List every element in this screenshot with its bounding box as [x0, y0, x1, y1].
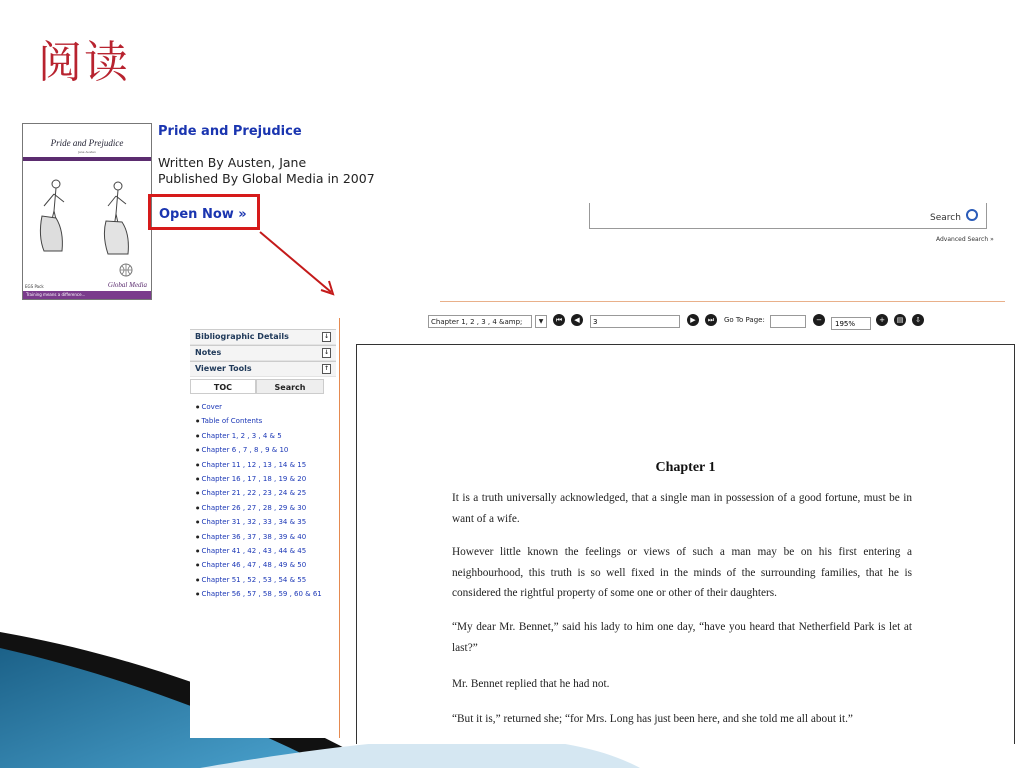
section-label: Notes: [195, 348, 222, 357]
collapse-icon[interactable]: ↑: [323, 365, 330, 372]
viewer-side-panel: [190, 318, 339, 738]
previous-page-icon[interactable]: ◀: [571, 314, 583, 326]
last-page-icon[interactable]: ⏭: [705, 314, 717, 326]
toc-list: [196, 400, 322, 601]
zoom-out-icon[interactable]: −: [813, 314, 825, 326]
slide-title: 阅读: [38, 37, 130, 88]
open-now-label: Open Now »: [159, 207, 247, 222]
search-button[interactable]: [930, 208, 978, 223]
paragraph: However little known the feelings or views of such a man may be on his first entering a neighbourhood, this truth is so well fixed in the minds of the surrounding families, that he is considered the rightful property of some one or other of their daughters.: [452, 546, 912, 599]
toc-item[interactable]: ● Table of Contents: [196, 414, 322, 428]
go-to-page-input[interactable]: [770, 315, 806, 328]
viewer-toolbar: [428, 312, 988, 332]
toc-item[interactable]: ● Chapter 36 , 37 , 38 , 39 & 40: [196, 530, 322, 544]
advanced-search-link[interactable]: Advanced Search »: [936, 236, 994, 243]
tab-toc[interactable]: TOC: [190, 379, 256, 394]
first-page-icon[interactable]: ⏮: [553, 314, 565, 326]
cover-footer-text: EGS Pack: [25, 284, 44, 289]
paragraph: It is a truth universally acknowledged, that a single man in possession of a good fortune, must be in want of a wife.: [452, 492, 912, 525]
cover-band: [23, 157, 151, 161]
toc-item[interactable]: ● Chapter 41 , 42 , 43 , 44 & 45: [196, 544, 322, 558]
globe-logo-icon: [119, 263, 133, 277]
chapter-select[interactable]: Chapter 1, 2 , 3 , 4 &amp;: [428, 315, 532, 328]
search-input[interactable]: [589, 203, 987, 229]
download-icon[interactable]: ⇩: [912, 314, 924, 326]
expand-icon[interactable]: ↓: [323, 349, 330, 356]
panel-divider: [339, 318, 340, 738]
zoom-level-input[interactable]: 195%: [831, 317, 871, 330]
toc-item[interactable]: ● Chapter 56 , 57 , 58 , 59 , 60 & 61: [196, 587, 322, 601]
viewer-tools-header[interactable]: [190, 361, 336, 377]
chapter-title: Chapter 1: [655, 460, 716, 475]
open-now-button[interactable]: [148, 194, 260, 230]
next-page-icon[interactable]: ▶: [687, 314, 699, 326]
header-divider: [440, 301, 1005, 302]
book-author: Written By Austen, Jane: [158, 155, 307, 170]
search-button-label: Search: [930, 213, 961, 223]
page-number-input[interactable]: 3: [590, 315, 680, 328]
toc-item[interactable]: ● Chapter 26 , 27 , 28 , 29 & 30: [196, 501, 322, 515]
expand-icon[interactable]: ↓: [323, 333, 330, 340]
cover-footer-strip: Training means a difference...: [23, 291, 152, 299]
section-label: Viewer Tools: [195, 364, 252, 373]
toc-item[interactable]: ● Cover: [196, 400, 322, 414]
annotation-arrow: [255, 228, 340, 300]
toc-item[interactable]: ● Chapter 16 , 17 , 18 , 19 & 20: [196, 472, 322, 486]
book-cover-image[interactable]: [22, 123, 152, 300]
toc-item[interactable]: ● Chapter 46 , 47 , 48 , 49 & 50: [196, 558, 322, 572]
paragraph: Mr. Bennet replied that he had not.: [452, 678, 610, 690]
panel-tabs: [190, 379, 324, 394]
chevron-down-icon[interactable]: ▼: [535, 315, 547, 328]
toc-item[interactable]: ● Chapter 1, 2 , 3 , 4 & 5: [196, 429, 322, 443]
book-publisher: Published By Global Media in 2007: [158, 171, 375, 186]
toc-item[interactable]: ● Chapter 51 , 52 , 53 , 54 & 55: [196, 573, 322, 587]
search-icon: [966, 209, 978, 221]
paragraph: “My dear Mr. Bennet,” said his lady to him one day, “have you heard that Netherfield Park is let at last?”: [452, 621, 912, 654]
paragraph: “But it is,” returned she; “for Mrs. Long has just been here, and she told me all about it.”: [452, 713, 853, 725]
cover-title: Pride and Prejudice: [50, 138, 124, 148]
bibliographic-details-header[interactable]: [190, 329, 336, 345]
toc-item[interactable]: ● Chapter 6 , 7 , 8 , 9 & 10: [196, 443, 322, 457]
tab-search[interactable]: Search: [256, 379, 324, 394]
reading-page: [356, 344, 1015, 744]
section-label: Bibliographic Details: [195, 332, 289, 341]
cover-subtitle: Jane Austen: [78, 150, 96, 154]
print-icon[interactable]: ▤: [894, 314, 906, 326]
notes-header[interactable]: [190, 345, 336, 361]
cover-illustration: [24, 166, 150, 266]
cover-brand: Global Media: [107, 281, 147, 289]
toc-item[interactable]: ● Chapter 21 , 22 , 23 , 24 & 25: [196, 486, 322, 500]
toc-item[interactable]: ● Chapter 11 , 12 , 13 , 14 & 15: [196, 458, 322, 472]
go-to-page-label: Go To Page:: [724, 316, 765, 324]
book-title-link[interactable]: Pride and Prejudice: [158, 124, 302, 139]
zoom-in-icon[interactable]: +: [876, 314, 888, 326]
toc-item[interactable]: ● Chapter 31 , 32 , 33 , 34 & 35: [196, 515, 322, 529]
